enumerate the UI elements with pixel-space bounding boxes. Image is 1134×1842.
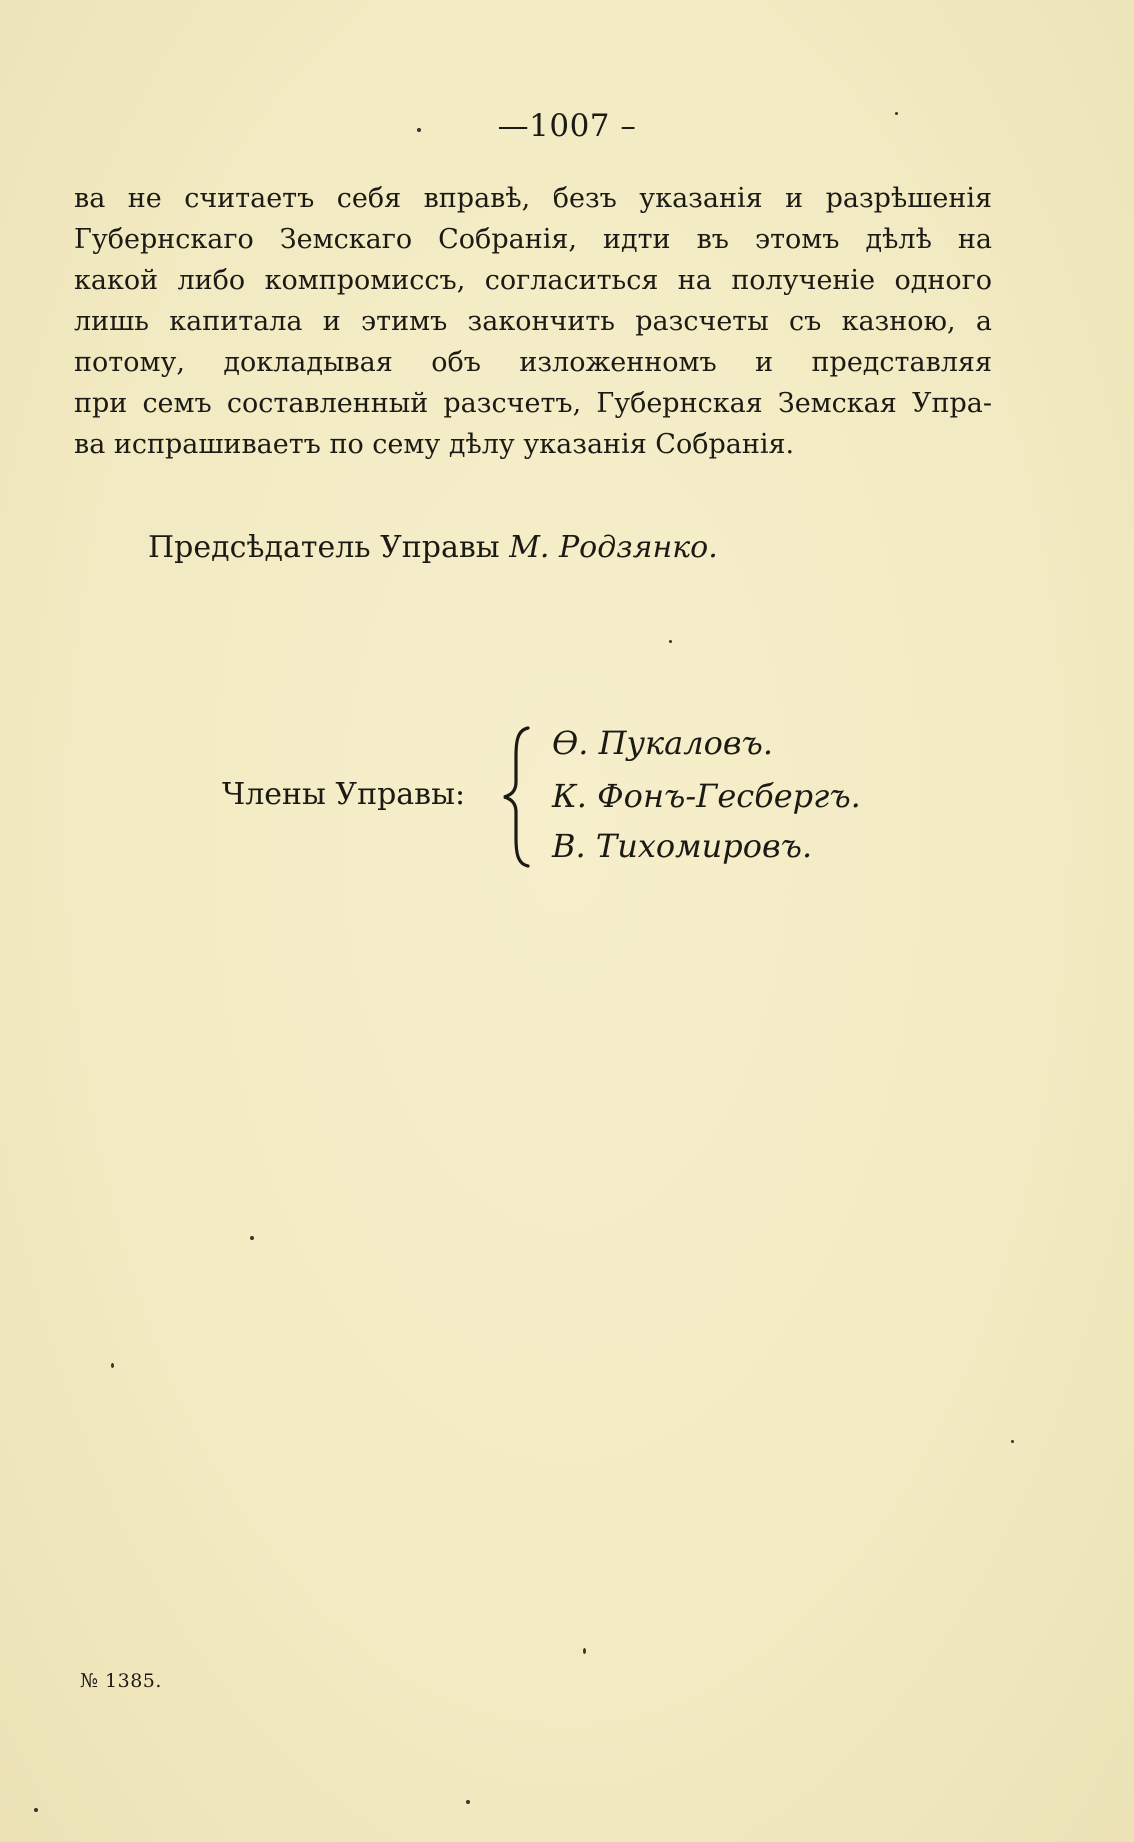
- member-name: В. Тихомировъ.: [552, 827, 813, 865]
- paper-speck: [417, 128, 421, 132]
- body-line: лишь капитала и этимъ закончить разсчеты съ казною, а: [74, 306, 992, 337]
- body-paragraph: [74, 178, 992, 465]
- page-number: —1007 –: [497, 108, 637, 144]
- chairman-signature-line: [148, 530, 718, 565]
- member-name: К. Фонъ-Гесбергъ.: [552, 777, 861, 815]
- paper-speck: [583, 1648, 586, 1654]
- member-name: Ѳ. Пукаловъ.: [552, 724, 773, 762]
- members-label: Члены Управы:: [222, 777, 466, 812]
- body-line: при семъ составленный разсчетъ, Губернская Земская Упра-: [74, 388, 992, 419]
- body-line: Губернскаго Земскаго Собранія, идти въ этомъ дѣлѣ на: [74, 224, 992, 255]
- paper-speck: [669, 640, 672, 643]
- body-line: потому, докладывая объ изложенномъ и представляя: [74, 347, 992, 378]
- paper-speck: [250, 1236, 254, 1240]
- chairman-name: М. Родзянко.: [509, 530, 718, 565]
- paper-speck: [111, 1363, 114, 1368]
- paper-speck: [34, 1808, 38, 1812]
- body-line: какой либо компромиссъ, согласиться на полученіе одного: [74, 265, 992, 296]
- paper-speck: [466, 1800, 470, 1804]
- paper-speck: [895, 112, 898, 115]
- body-line: ва не считаетъ себя вправѣ, безъ указанія и разрѣшенія: [74, 183, 992, 214]
- curly-brace: [498, 726, 538, 868]
- chairman-title: Предсѣдатель Управы: [148, 530, 500, 565]
- board-members-block: [222, 722, 982, 872]
- paper-speck: [1011, 1440, 1014, 1443]
- document-number: № 1385.: [80, 1670, 162, 1692]
- body-line: ва испрашиваетъ по сему дѣлу указанія Собранія.: [74, 429, 795, 460]
